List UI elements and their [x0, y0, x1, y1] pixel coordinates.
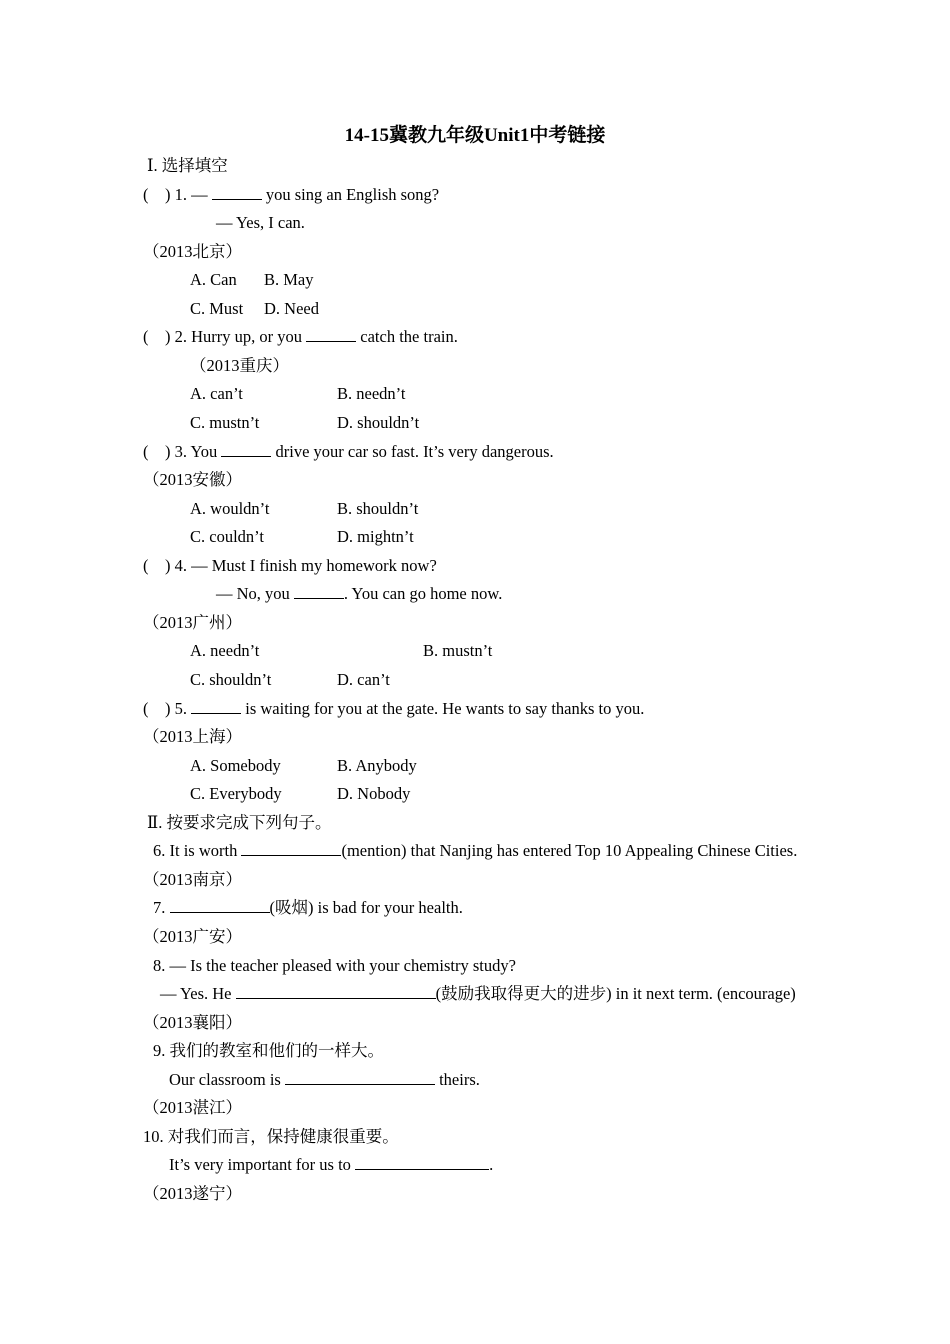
question-2-source: （2013重庆）: [190, 356, 289, 375]
question-4-reply-post: . You can go home now.: [343, 584, 503, 603]
question-3-text: drive your car so fast. It’s very dangerous.: [275, 442, 554, 461]
option-b: B. Anybody: [337, 756, 417, 775]
blank-line: [355, 1155, 489, 1170]
question-1-reply: — Yes, I can.: [216, 213, 305, 232]
blank-line: [212, 185, 262, 200]
question-2-text: catch the train.: [360, 327, 458, 346]
option-a: A. wouldn’t: [190, 499, 270, 518]
option-c: C. Everybody: [190, 784, 282, 803]
question-10-pre: It’s very important for us to: [169, 1155, 351, 1174]
question-5-source: （2013上海）: [143, 727, 242, 746]
question-10-line1: 10. 对我们而言，保持健康很重要。: [143, 1127, 399, 1146]
question-5: [143, 699, 644, 719]
answer-bracket: ( ): [143, 556, 171, 575]
option-a: A. can’t: [190, 384, 243, 403]
question-9-pre: Our classroom is: [169, 1070, 281, 1089]
option-d: D. Nobody: [337, 784, 411, 803]
blank-line: [170, 898, 270, 913]
option-c: C. Must: [190, 299, 244, 318]
option-d: D. can’t: [337, 670, 390, 689]
question-9-line1: 9. 我们的教室和他们的一样大。: [153, 1041, 384, 1060]
question-1-source: （2013北京）: [143, 242, 242, 261]
question-1-number: 1. —: [174, 185, 208, 204]
blank-line: [191, 699, 241, 714]
answer-bracket: ( ): [143, 442, 171, 461]
question-4-reply-pre: — No, you: [216, 584, 290, 603]
question-8-pre: — Yes. He: [160, 984, 232, 1003]
question-6-pre: 6. It is worth: [153, 841, 238, 860]
option-c: C. shouldn’t: [190, 670, 272, 689]
option-b: B. May: [264, 270, 314, 289]
blank-line: [236, 984, 436, 999]
answer-bracket: ( ): [143, 327, 171, 346]
question-8-line1: 8. — Is the teacher pleased with your chemistry study?: [153, 956, 516, 975]
option-a: A. Somebody: [190, 756, 281, 775]
question-2: [143, 327, 458, 347]
blank-line: [221, 442, 271, 457]
question-4-reply: [216, 584, 502, 604]
question-9-source: （2013湛江）: [143, 1098, 242, 1117]
question-7-post: (吸烟) is bad for your health.: [269, 898, 463, 917]
question-5-number: 5.: [174, 699, 187, 718]
option-b: B. shouldn’t: [337, 499, 419, 518]
option-b: B. needn’t: [337, 384, 406, 403]
question-9-post: theirs.: [439, 1070, 480, 1089]
question-8-line2: [160, 984, 796, 1004]
blank-line: [294, 584, 344, 599]
question-9-line2: [169, 1070, 480, 1090]
section2-heading: Ⅱ. 按要求完成下列句子。: [147, 813, 332, 832]
question-10-post: .: [489, 1155, 494, 1174]
option-c: C. mustn’t: [190, 413, 260, 432]
option-a: A. needn’t: [190, 641, 260, 660]
option-d: D. mightn’t: [337, 527, 414, 546]
question-10-source: （2013遂宁）: [143, 1184, 242, 1203]
question-4-text: 4. — Must I finish my homework now?: [174, 556, 437, 575]
option-c: C. couldn’t: [190, 527, 264, 546]
question-3-source: （2013安徽）: [143, 470, 242, 489]
question-6: [153, 841, 797, 861]
blank-line: [306, 327, 356, 342]
question-3-number: 3. You: [174, 442, 218, 461]
question-7-source: （2013广安）: [143, 927, 242, 946]
blank-line: [241, 841, 341, 856]
section1-heading: Ⅰ. 选择填空: [147, 156, 228, 175]
question-4: [143, 556, 437, 576]
option-b: B. mustn’t: [423, 641, 493, 660]
option-d: D. shouldn’t: [337, 413, 420, 432]
page-title: 14-15冀教九年级Unit1中考链接: [344, 125, 606, 146]
question-6-post: (mention) that Nanjing has entered Top 10 Appealing Chinese Cities.: [341, 841, 798, 860]
option-a: A. Can: [190, 270, 237, 289]
question-6-source: （2013南京）: [143, 870, 242, 889]
question-2-number: 2. Hurry up, or you: [174, 327, 303, 346]
question-8-post: (鼓励我取得更大的进步) in it next term. (encourage): [435, 984, 796, 1003]
question-3: [143, 442, 554, 462]
question-5-text: is waiting for you at the gate. He wants to say thanks to you.: [245, 699, 645, 718]
question-7: [153, 898, 463, 918]
question-7-pre: 7.: [153, 898, 166, 917]
blank-line: [285, 1070, 435, 1085]
option-d: D. Need: [264, 299, 319, 318]
question-1: [143, 185, 439, 205]
question-10-line2: [169, 1155, 493, 1175]
question-8-source: （2013襄阳）: [143, 1013, 242, 1032]
answer-bracket: ( ): [143, 185, 171, 204]
answer-bracket: ( ): [143, 699, 171, 718]
question-4-source: （2013广州）: [143, 613, 242, 632]
question-1-text: you sing an English song?: [265, 185, 440, 204]
